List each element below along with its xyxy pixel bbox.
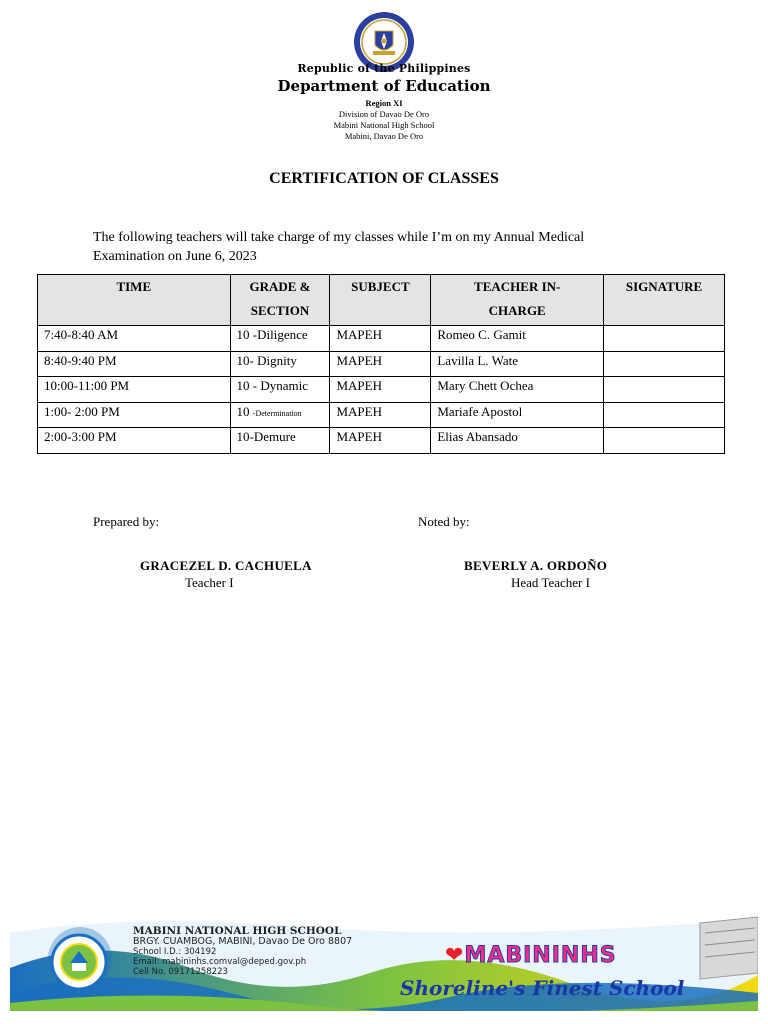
footer-brand: ❤MABININHS xyxy=(445,943,617,968)
table-row xyxy=(38,351,725,377)
cell-subject: MAPEH xyxy=(330,351,431,377)
footer-school-name: MABINI NATIONAL HIGH SCHOOL xyxy=(133,925,342,937)
intro-paragraph xyxy=(93,228,693,266)
cell-teacher: Mariafe Apostol xyxy=(431,402,604,428)
cell-teacher: Mary Chett Ochea xyxy=(431,377,604,403)
prepared-by-label: Prepared by: xyxy=(93,514,160,529)
heart-icon: ❤ xyxy=(445,943,465,968)
document-title: CERTIFICATION OF CLASSES xyxy=(269,170,499,187)
footer-cell: Cell No. 09171258223 xyxy=(133,967,228,977)
table-row xyxy=(38,377,725,403)
cell-time: 10:00-11:00 PM xyxy=(38,377,231,403)
republic-line: Republic of the Philippines xyxy=(297,62,471,75)
table-row xyxy=(38,402,725,428)
table-row xyxy=(38,428,725,454)
noted-by-label: Noted by: xyxy=(418,514,470,529)
intro-line-1: The following teachers will take charge of my classes while I’m on my Annual Medical xyxy=(93,230,585,245)
intro-line-2: Examination on June 6, 2023 xyxy=(93,249,257,264)
cell-time: 8:40-9:40 PM xyxy=(38,351,231,377)
cell-subject: MAPEH xyxy=(330,377,431,403)
cell-signature[interactable] xyxy=(604,402,725,428)
cell-subject: MAPEH xyxy=(330,428,431,454)
cell-teacher: Elias Abansado xyxy=(431,428,604,454)
cell-subject: MAPEH xyxy=(330,402,431,428)
cell-grade: 10 - Dynamic xyxy=(230,377,330,403)
prepared-by-position: Teacher I xyxy=(185,575,234,590)
cell-grade: 10 -Determination xyxy=(230,402,330,428)
cell-signature[interactable] xyxy=(604,377,725,403)
noted-by-name: BEVERLY A. ORDOÑO xyxy=(464,558,608,573)
footer-address: BRGY. CUAMBOG, MABINI, Davao De Oro 8807 xyxy=(133,936,353,947)
cell-time: 2:00-3:00 PM xyxy=(38,428,231,454)
cell-grade: 10- Dignity xyxy=(230,351,330,377)
school-line: Mabini National High School xyxy=(333,120,435,130)
header-teacher: TEACHER IN- CHARGE xyxy=(431,275,604,326)
town-line: Mabini, Davao De Oro xyxy=(344,131,424,141)
cell-subject: MAPEH xyxy=(330,326,431,352)
cell-signature[interactable] xyxy=(604,428,725,454)
cell-time: 1:00- 2:00 PM xyxy=(38,402,231,428)
cell-signature[interactable] xyxy=(604,351,725,377)
noted-by-position: Head Teacher I xyxy=(511,575,590,590)
cell-grade: 10-Demure xyxy=(230,428,330,454)
footer-tagline: Shoreline's Finest School xyxy=(400,976,685,1000)
table-header-row xyxy=(38,275,725,326)
cell-grade: 10 -Diligence xyxy=(230,326,330,352)
table-row xyxy=(38,326,725,352)
division-line: Division of Davao De Oro xyxy=(338,109,430,119)
cell-teacher: Romeo C. Gamit xyxy=(431,326,604,352)
school-logo-icon xyxy=(50,933,108,991)
classes-table xyxy=(37,274,725,454)
header-subject: SUBJECT xyxy=(330,275,431,326)
header-time: TIME xyxy=(38,275,231,326)
cell-time: 7:40-8:40 AM xyxy=(38,326,231,352)
department-title: Department of Education xyxy=(277,77,491,95)
region-line: Region XI xyxy=(365,98,403,108)
cell-teacher: Lavilla L. Wate xyxy=(431,351,604,377)
footer-school-id: School I.D.: 304192 xyxy=(133,947,217,957)
header-signature: SIGNATURE xyxy=(604,275,725,326)
cell-signature[interactable] xyxy=(604,326,725,352)
prepared-by-name: GRACEZEL D. CACHUELA xyxy=(140,558,312,573)
header-grade-section: GRADE & SECTION xyxy=(230,275,330,326)
footer-email: Email: mabininhs.comval@deped.gov.ph xyxy=(133,957,307,967)
